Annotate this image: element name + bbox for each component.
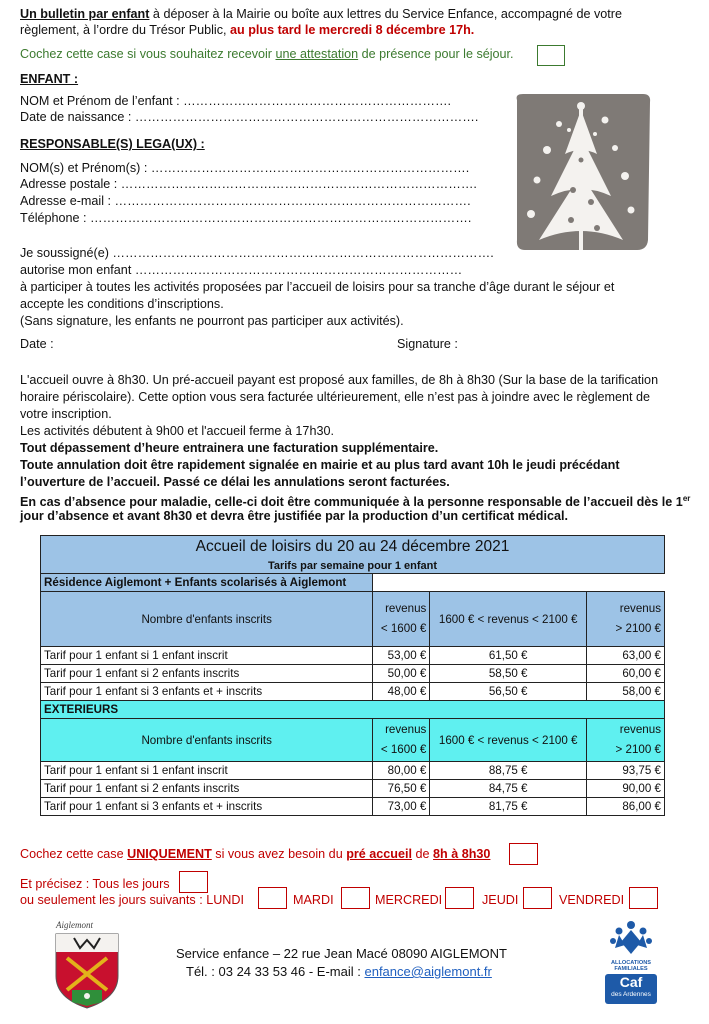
info-bold-2: Toute annulation doit être rapidement signalée en mairie et au plus tard avant 10h le jeudi précédant <box>20 458 620 472</box>
table-subtitle-row <box>41 558 665 574</box>
col-revenus-high: revenus > 2100 € <box>587 719 665 762</box>
intro-line-2 <box>20 22 474 38</box>
sans-signature-note: (Sans signature, les enfants ne pourront pas participer aux activités). <box>20 314 404 328</box>
header-row-residents <box>41 592 665 647</box>
table-row: Tarif pour 1 enfant si 1 enfant inscrit 53,00 € 61,50 € 63,00 € <box>41 647 665 665</box>
info-bold-3: l’ouverture de l’accueil. Passé ce délai les annulations seront facturées. <box>20 475 450 489</box>
attestation-line <box>20 46 514 62</box>
col-label: Nombre d'enfants inscrits <box>41 719 373 762</box>
table-row: Tarif pour 1 enfant si 2 enfants inscrits 50,00 € 58,50 € 60,00 € <box>41 665 665 683</box>
caf-logo <box>601 918 661 1006</box>
attestation-link: une attestation <box>275 47 359 61</box>
preaccueil-checkbox[interactable] <box>509 843 538 865</box>
section-residents: Résidence Aiglemont + Enfants scolarisés à Aiglemont <box>41 574 373 592</box>
caf-badge <box>605 974 657 1004</box>
attestation-post: de présence pour le séjour. <box>358 47 514 61</box>
col-revenus-mid: 1600 € < revenus < 2100 € <box>430 719 587 762</box>
info-bold-1: Tout dépassement d’heure entrainera une facturation supplémentaire. <box>20 441 439 455</box>
footer-tel: Tél. : 03 24 33 53 46 - E-mail : <box>186 964 365 979</box>
intro-line2-text: règlement, à l’ordre du Trésor Public, <box>20 23 227 37</box>
signature-label: Signature : <box>397 337 458 351</box>
info-line-4: Les activités débutent à 9h00 et l'accueil ferme à 17h30. <box>20 424 334 438</box>
jeudi-checkbox[interactable] <box>523 887 552 909</box>
info-line-1: L'accueil ouvre à 8h30. Un pré-accueil payant est proposé aux familles, de 8h à 8h30 (Sur la base de la tarification <box>20 373 659 387</box>
intro-lead: Un bulletin par enfant <box>20 7 150 21</box>
date-label: Date : <box>20 337 54 351</box>
table-row: Tarif pour 1 enfant si 3 enfants et + inscrits 73,00 € 81,75 € 86,00 € <box>41 798 665 816</box>
crest-caption: Aiglemont <box>56 920 93 930</box>
info-bold-5: jour d’absence et avant 8h30 et devra être justifiée par la production d’un certificat médical. <box>20 509 568 523</box>
vendredi-label: VENDREDI <box>559 893 625 907</box>
horaire-text: 8h à 8h30 <box>433 847 491 861</box>
table-row: Tarif pour 1 enfant si 3 enfants et + inscrits 48,00 € 56,50 € 58,00 € <box>41 683 665 701</box>
jeudi-label: JEUDI <box>482 893 519 907</box>
col-revenus-mid: 1600 € < revenus < 2100 € <box>430 592 587 647</box>
attestation-pre: Cochez cette case si vous souhaitez recevoir <box>20 47 276 61</box>
table-subtitle: Tarifs par semaine pour 1 enfant <box>41 558 665 574</box>
attestation-checkbox[interactable] <box>537 45 565 66</box>
tous-les-jours-label: Et précisez : Tous les jours <box>20 877 170 891</box>
col-revenus-high: revenus > 2100 € <box>587 592 665 647</box>
tous-les-jours-checkbox[interactable] <box>179 871 208 893</box>
responsable-heading: RESPONSABLE(S) LEGA(UX) : <box>20 137 205 151</box>
enfant-naissance-field[interactable]: Date de naissance : ………………………………………………………………………. <box>20 110 479 124</box>
section-residents-row <box>41 574 665 592</box>
info-bold-4-sup: er <box>682 494 691 503</box>
table-row: Tarif pour 1 enfant si 1 enfant inscrit 80,00 € 88,75 € 93,75 € <box>41 762 665 780</box>
caf-name: Caf <box>619 974 643 990</box>
table-row: Tarif pour 1 enfant si 2 enfants inscrits 76,50 € 84,75 € 90,00 € <box>41 780 665 798</box>
uniquement-text: UNIQUEMENT <box>127 847 212 861</box>
enfant-heading: ENFANT : <box>20 72 79 86</box>
adresse-postale-field[interactable]: Adresse postale : …………………………………………………………………………. <box>20 177 477 191</box>
tarif-table <box>40 535 665 816</box>
mercredi-checkbox[interactable] <box>445 887 474 909</box>
section-exterieurs: EXTERIEURS <box>41 701 665 719</box>
intro-line-1 <box>20 6 622 22</box>
info-line-2: horaire périscolaire). Cette option vous sera facturée ultérieurement, elle n’est pas à joindre avec le règlement de <box>20 390 651 404</box>
info-bold-4-text: En cas d’absence pour maladie, celle-ci doit être communiquée à la personne responsable de l’accueil dès le 1 <box>20 495 683 510</box>
footer-address: Service enfance – 22 rue Jean Macé 08090 AIGLEMONT <box>176 946 507 961</box>
col-revenus-low: revenus < 1600 € <box>373 719 430 762</box>
lundi-checkbox[interactable] <box>258 887 287 909</box>
participer-line-2: accepte les conditions d’inscriptions. <box>20 297 224 311</box>
participer-line-1: à participer à toutes les activités proposées par l’accueil de loisirs pour sa tranche d’âge durant le séjour et <box>20 280 615 294</box>
telephone-field[interactable]: Téléphone : ………………………………………………………………………………. <box>20 211 472 225</box>
intro-deadline: au plus tard le mercredi 8 décembre 17h. <box>226 23 475 37</box>
soussigne-field[interactable]: Je soussigné(e) ………………………………………………………………………………. <box>20 246 494 260</box>
mardi-label: MARDI <box>293 893 334 907</box>
autorise-field[interactable]: autorise mon enfant …………………………………………………………………… <box>20 263 463 277</box>
footer-email-link[interactable]: enfance@aiglemont.fr <box>364 964 492 979</box>
header-row-exterieurs <box>41 719 665 762</box>
col-revenus-low: revenus < 1600 € <box>373 592 430 647</box>
col-label: Nombre d'enfants inscrits <box>41 592 373 647</box>
mercredi-label: MERCREDI <box>375 893 443 907</box>
pre-accueil-text: pré accueil <box>346 847 413 861</box>
info-line-3: votre inscription. <box>20 407 112 421</box>
adresse-email-field[interactable]: Adresse e-mail : …………………………………………………………………………. <box>20 194 471 208</box>
footer-contact <box>186 964 492 980</box>
enfant-nom-field[interactable]: NOM et Prénom de l’enfant : ………………………………………………………. <box>20 94 452 108</box>
christmas-tree-illustration <box>511 90 655 254</box>
caf-family-icon <box>601 918 661 964</box>
caf-label-top: ALLOCATIONS FAMILIALES <box>611 960 651 972</box>
vendredi-checkbox[interactable] <box>629 887 658 909</box>
section-exterieurs-row <box>41 701 665 719</box>
intro-lead-rest: à déposer à la Mairie ou boîte aux lettres du Service Enfance, accompagné de votre <box>149 7 622 21</box>
responsable-nom-field[interactable]: NOM(s) et Prénom(s) : …………………………………………………………………. <box>20 161 470 175</box>
mardi-checkbox[interactable] <box>341 887 370 909</box>
table-title: Accueil de loisirs du 20 au 24 décembre 2021 <box>41 536 665 559</box>
caf-dept: des Ardennes <box>611 991 651 998</box>
preaccueil-line: Cochez cette case UNIQUEMENT si vous avez besoin du pré accueil de 8h à 8h30 <box>20 847 491 861</box>
table-title-row <box>41 536 665 559</box>
lundi-label: ou seulement les jours suivants : LUNDI <box>20 893 244 907</box>
aiglemont-crest-icon <box>52 932 122 1010</box>
